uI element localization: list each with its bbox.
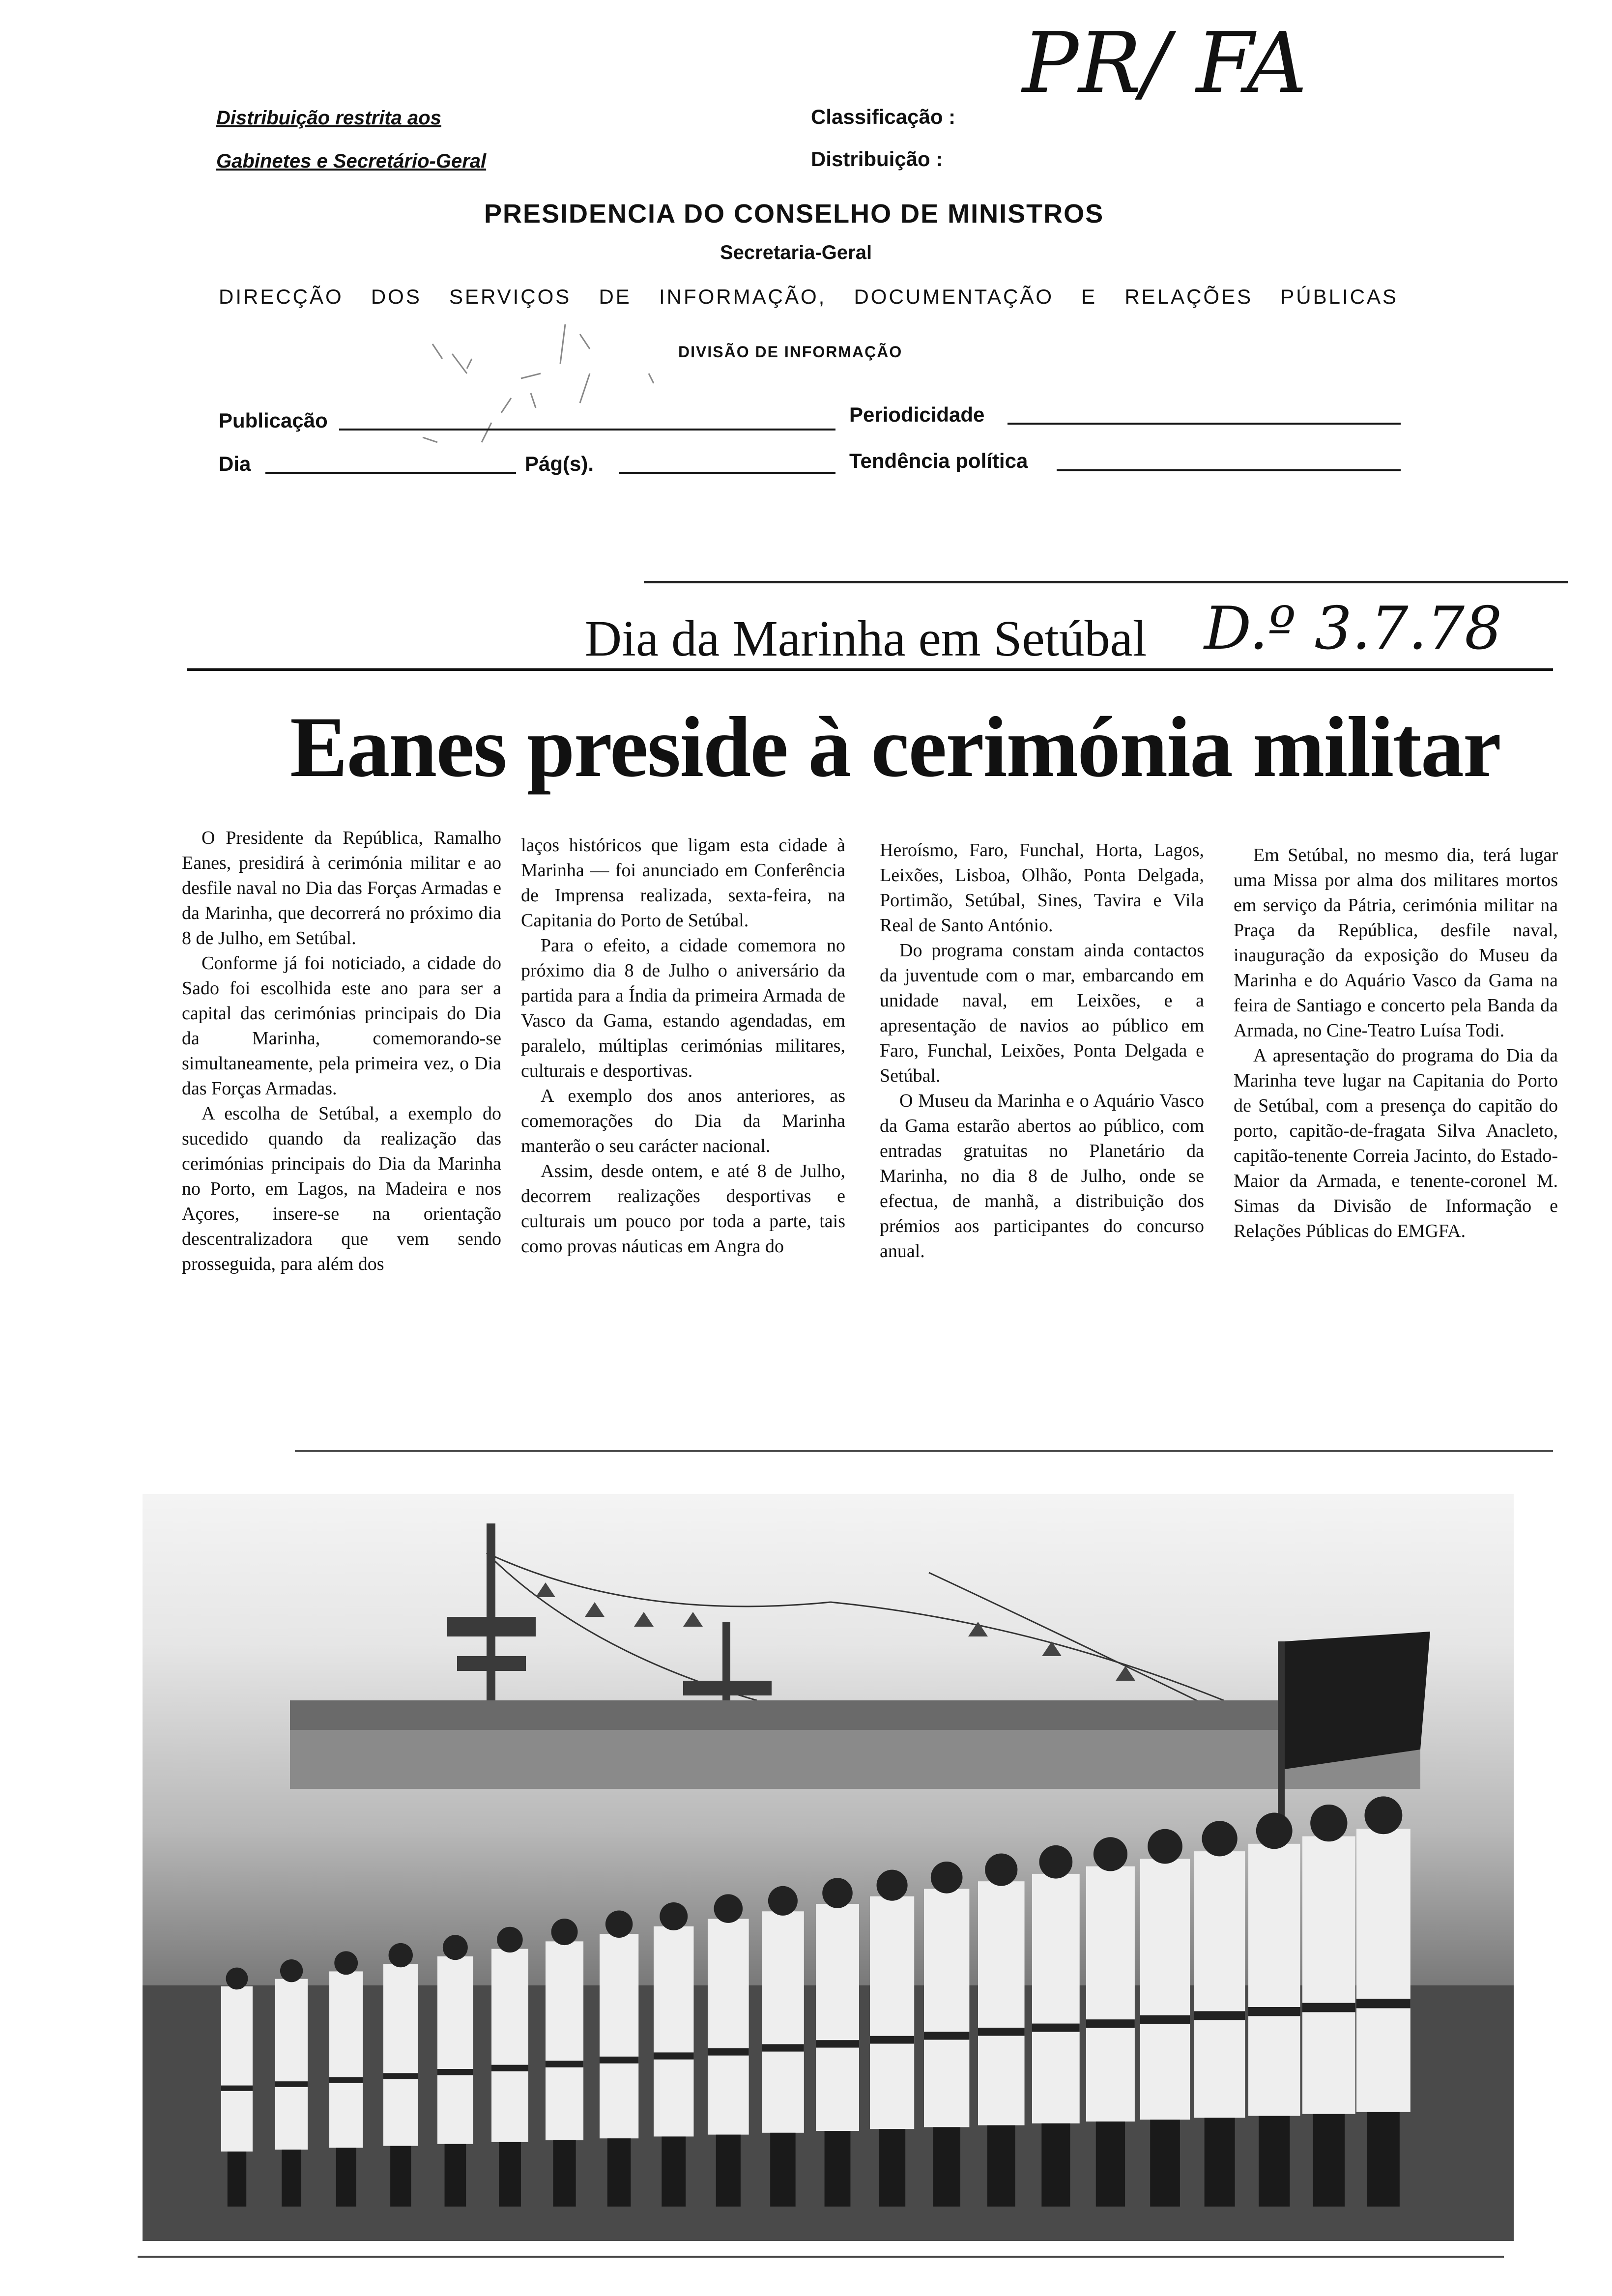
sailor-legs	[336, 2148, 356, 2207]
sailor-legs	[390, 2146, 411, 2207]
sailor-figure	[1194, 1851, 1245, 2118]
section-heading: Dia da Marinha em Setúbal	[585, 610, 1147, 667]
sailor-legs	[282, 2150, 301, 2207]
sailor-figure	[708, 1919, 749, 2135]
sailor-legs	[445, 2144, 466, 2207]
sailor-belt	[1140, 2015, 1190, 2024]
photo-top-rule	[295, 1450, 1553, 1452]
sailor-head	[1148, 1829, 1182, 1864]
article-column-1	[182, 826, 501, 1277]
sailor-belt	[1194, 2011, 1245, 2020]
sailor-head	[497, 1927, 522, 1952]
sailor-legs	[499, 2142, 521, 2207]
sailor-legs	[1367, 2112, 1400, 2207]
sailor-legs	[662, 2136, 686, 2207]
sailor-head	[714, 1894, 743, 1923]
tendencia-field-line	[1057, 469, 1401, 471]
sailor-legs	[879, 2129, 905, 2207]
sailor-head	[1310, 1805, 1347, 1841]
pags-field-line	[619, 472, 835, 474]
sailor-legs	[1096, 2122, 1125, 2207]
sailor-belt	[1302, 2003, 1355, 2012]
sailor-figure	[437, 1956, 473, 2144]
sailor-figure	[491, 1949, 528, 2142]
sailor-legs	[987, 2125, 1015, 2207]
paragraph: Assim, desde ontem, e até 8 de Julho, decorrem realizações desportivas e culturais um pouco por toda a parte, tais como provas náuticas em Angra do	[521, 1161, 845, 1257]
sailor-belt	[816, 2040, 859, 2047]
sailor-belt	[329, 2077, 363, 2083]
sailor-figure	[924, 1889, 969, 2127]
sailor-legs	[607, 2138, 631, 2207]
sailor-head	[1256, 1813, 1293, 1849]
sailor-figure	[870, 1896, 914, 2129]
sailor-belt	[708, 2048, 749, 2056]
paragraph: O Museu da Marinha e o Aquário Vasco da Gama estarão abertos ao público, com entradas gratuitas no Planetário da Marinha, no dia 8 de Julho, onde se efectua, de manhã, a distribuição dos prémios aos participantes do concurso anual.	[880, 1091, 1204, 1262]
handwritten-date-note: D.º 3.7.78	[1204, 595, 1502, 663]
sailor-head	[1202, 1821, 1237, 1856]
sailor-figure	[762, 1911, 804, 2133]
tendencia-label: Tendência política	[849, 449, 1028, 472]
paragraph: Para o efeito, a cidade comemora no próximo dia 8 de Julho o aniversário da partida para a Índia da primeira Armada de Vasco da Gama, estando agendadas, em paralelo, múltiplas cerimónias militares, culturais e desportivas.	[521, 935, 845, 1081]
sailor-legs	[1205, 2118, 1235, 2207]
paragraph: A apresentação do programa do Dia da Marinha teve lugar na Capitania do Porto de Setúbal, com a presença do capitão do porto, capitão-de-fragata Silva Anacleto, capitão-tenente Correia Jacinto, do Estado-Maior da Armada, e tenente-coronel M. Simas da Divisão de Informação e Relações Públicas do EMGFA.	[1234, 1045, 1558, 1241]
sailor-belt	[600, 2057, 638, 2064]
sailor-head	[931, 1862, 963, 1894]
sailor-head	[660, 1902, 688, 1930]
photo-bottom-rule	[138, 2256, 1504, 2258]
sailor-legs	[716, 2135, 741, 2207]
distribuicao-label: Distribuição :	[811, 147, 943, 171]
sailor-head	[605, 1911, 633, 1938]
ceremony-photo-illustration	[143, 1494, 1514, 2241]
dia-field-line	[265, 472, 516, 474]
sailor-belt	[383, 2073, 418, 2079]
ceremony-photo	[143, 1494, 1514, 2241]
sailor-figure	[600, 1934, 638, 2138]
sailor-head	[226, 1968, 248, 1990]
sailor-belt	[924, 2032, 969, 2039]
sailor-belt	[491, 2065, 528, 2071]
direction-line: DIRECÇÃO DOS SERVIÇOS DE INFORMAÇÃO, DOCUMENTAÇÃO E RELAÇÕES PÚBLICAS	[219, 285, 1398, 308]
dia-label: Dia	[219, 452, 251, 475]
periodicidade-field-line	[1008, 423, 1401, 425]
headline: Eanes preside à cerimónia militar	[290, 699, 1500, 795]
sailor-head	[1039, 1845, 1073, 1879]
sailor-legs	[228, 2152, 246, 2207]
sailor-head	[1364, 1796, 1402, 1834]
paragraph: A exemplo dos anos anteriores, as comemorações do Dia da Marinha manterão o seu carácter nacional.	[521, 1086, 845, 1156]
sailor-belt	[437, 2069, 473, 2075]
sailor-figure	[383, 1964, 418, 2146]
sailor-legs	[1041, 2124, 1070, 2207]
sailor-figure	[654, 1926, 693, 2137]
sailor-legs	[825, 2131, 851, 2207]
sailor-head	[334, 1951, 358, 1975]
sailor-figure	[329, 1971, 363, 2148]
sailor-figure	[1248, 1844, 1300, 2116]
sailor-legs	[770, 2133, 795, 2207]
sailor-figure	[1086, 1866, 1135, 2122]
article-column-2	[521, 833, 845, 1259]
sailor-belt	[654, 2052, 693, 2059]
paragraph: Em Setúbal, no mesmo dia, terá lugar uma Missa por alma dos militares mortos em serviço da Pátria, cerimónia militar na Praça da República, desfile naval, inauguração da exposição do Museu da Marinha e do Aquário Vasco da Gama na feira de Santiago e concerto pela Banda da Armada, no Cine-Teatro Luísa Todi.	[1234, 845, 1558, 1041]
org-subtitle: Secretaria-Geral	[720, 242, 872, 263]
paragraph: laços históricos que ligam esta cidade à Marinha — foi anunciado em Conferência de Imprensa realizada, sexta-feira, na Capitania do Porto de Setúbal.	[521, 835, 845, 931]
sailor-legs	[1313, 2114, 1345, 2207]
paragraph: A escolha de Setúbal, a exemplo do sucedido quando da realização das cerimónias principais do Dia da Marinha no Porto, em Lagos, na Madeira e nos Açores, insere-se na orientação descentralizadora que vem sendo prosseguida, para além dos	[182, 1103, 501, 1274]
sailor-legs	[553, 2140, 576, 2207]
sailor-figure	[546, 1941, 583, 2140]
paragraph: O Presidente da República, Ramalho Eanes, presidirá à cerimónia militar e ao desfile naval no Dia das Forças Armadas e da Marinha, que decorrerá no próximo dia 8 de Julho, em Setúbal.	[182, 828, 501, 948]
paragraph: Heroísmo, Faro, Funchal, Horta, Lagos, Leixões, Lisboa, Olhão, Ponta Delgada, Portimão, Setúbal, Sines, Tavira e Vila Real de Santo António.	[880, 840, 1204, 936]
sailor-head	[877, 1870, 908, 1901]
sailor-head	[280, 1959, 303, 1982]
sailor-figure	[978, 1881, 1025, 2125]
distribution-restriction-line2: Gabinetes e Secretário-Geral	[216, 150, 487, 172]
sailor-belt	[1032, 2024, 1080, 2032]
sailor-head	[1094, 1837, 1127, 1871]
sailor-belt	[1248, 2007, 1300, 2016]
sailor-figure	[1140, 1859, 1190, 2120]
paragraph: Conforme já foi noticiado, a cidade do Sado foi escolhida este ano para ser a capital das cerimónias principais do Dia da Marinha, comemorando-se simultaneamente, pela primeira vez, o Dia das Forças Armadas.	[182, 953, 501, 1099]
article-column-3	[880, 838, 1204, 1264]
sailor-head	[551, 1919, 578, 1945]
sailor-figure	[816, 1904, 859, 2131]
periodicidade-label: Periodicidade	[849, 403, 985, 426]
sailor-belt	[1086, 2019, 1135, 2028]
sailor-legs	[933, 2127, 960, 2207]
pags-label: Pág(s).	[525, 452, 594, 475]
publicacao-label: Publicação	[219, 409, 328, 432]
distribution-restriction-line1: Distribuição restrita aos	[216, 107, 441, 129]
sailor-figure	[221, 1986, 253, 2152]
sailor-belt	[1356, 1999, 1410, 2008]
division-label: DIVISÃO DE INFORMAÇÃO	[678, 343, 903, 361]
sailor-figure	[275, 1979, 308, 2150]
sailor-belt	[221, 2086, 253, 2091]
sailor-head	[389, 1943, 413, 1967]
paragraph: Do programa constam ainda contactos da juventude com o mar, embarcando em unidade naval, em Leixões, e a apresentação de navios ao público em Faro, Funchal, Leixões, Ponta Delgada e Setúbal.	[880, 940, 1204, 1086]
sailor-head	[768, 1886, 798, 1916]
sailor-figure	[1356, 1829, 1410, 2112]
section-top-rule	[644, 581, 1568, 583]
sailor-head	[822, 1878, 853, 1908]
sailor-belt	[762, 2044, 804, 2052]
classificacao-label: Classificação :	[811, 105, 956, 128]
sailor-figure	[1032, 1874, 1080, 2124]
section-bottom-rule	[187, 668, 1553, 671]
sailor-legs	[1259, 2116, 1290, 2207]
sailor-head	[443, 1935, 468, 1960]
sailor-legs	[1150, 2120, 1180, 2207]
article-column-4	[1234, 843, 1558, 1244]
sailor-figure	[1302, 1837, 1355, 2114]
handwritten-routing-note: PR/ FA	[1022, 15, 1307, 112]
sailor-belt	[978, 2028, 1025, 2036]
sailor-belt	[275, 2081, 308, 2087]
sailor-belt	[546, 2061, 583, 2067]
publicacao-field-line	[339, 429, 835, 430]
org-title: PRESIDENCIA DO CONSELHO DE MINISTROS	[484, 199, 1104, 229]
sailor-head	[985, 1853, 1017, 1886]
sailor-belt	[870, 2036, 914, 2044]
